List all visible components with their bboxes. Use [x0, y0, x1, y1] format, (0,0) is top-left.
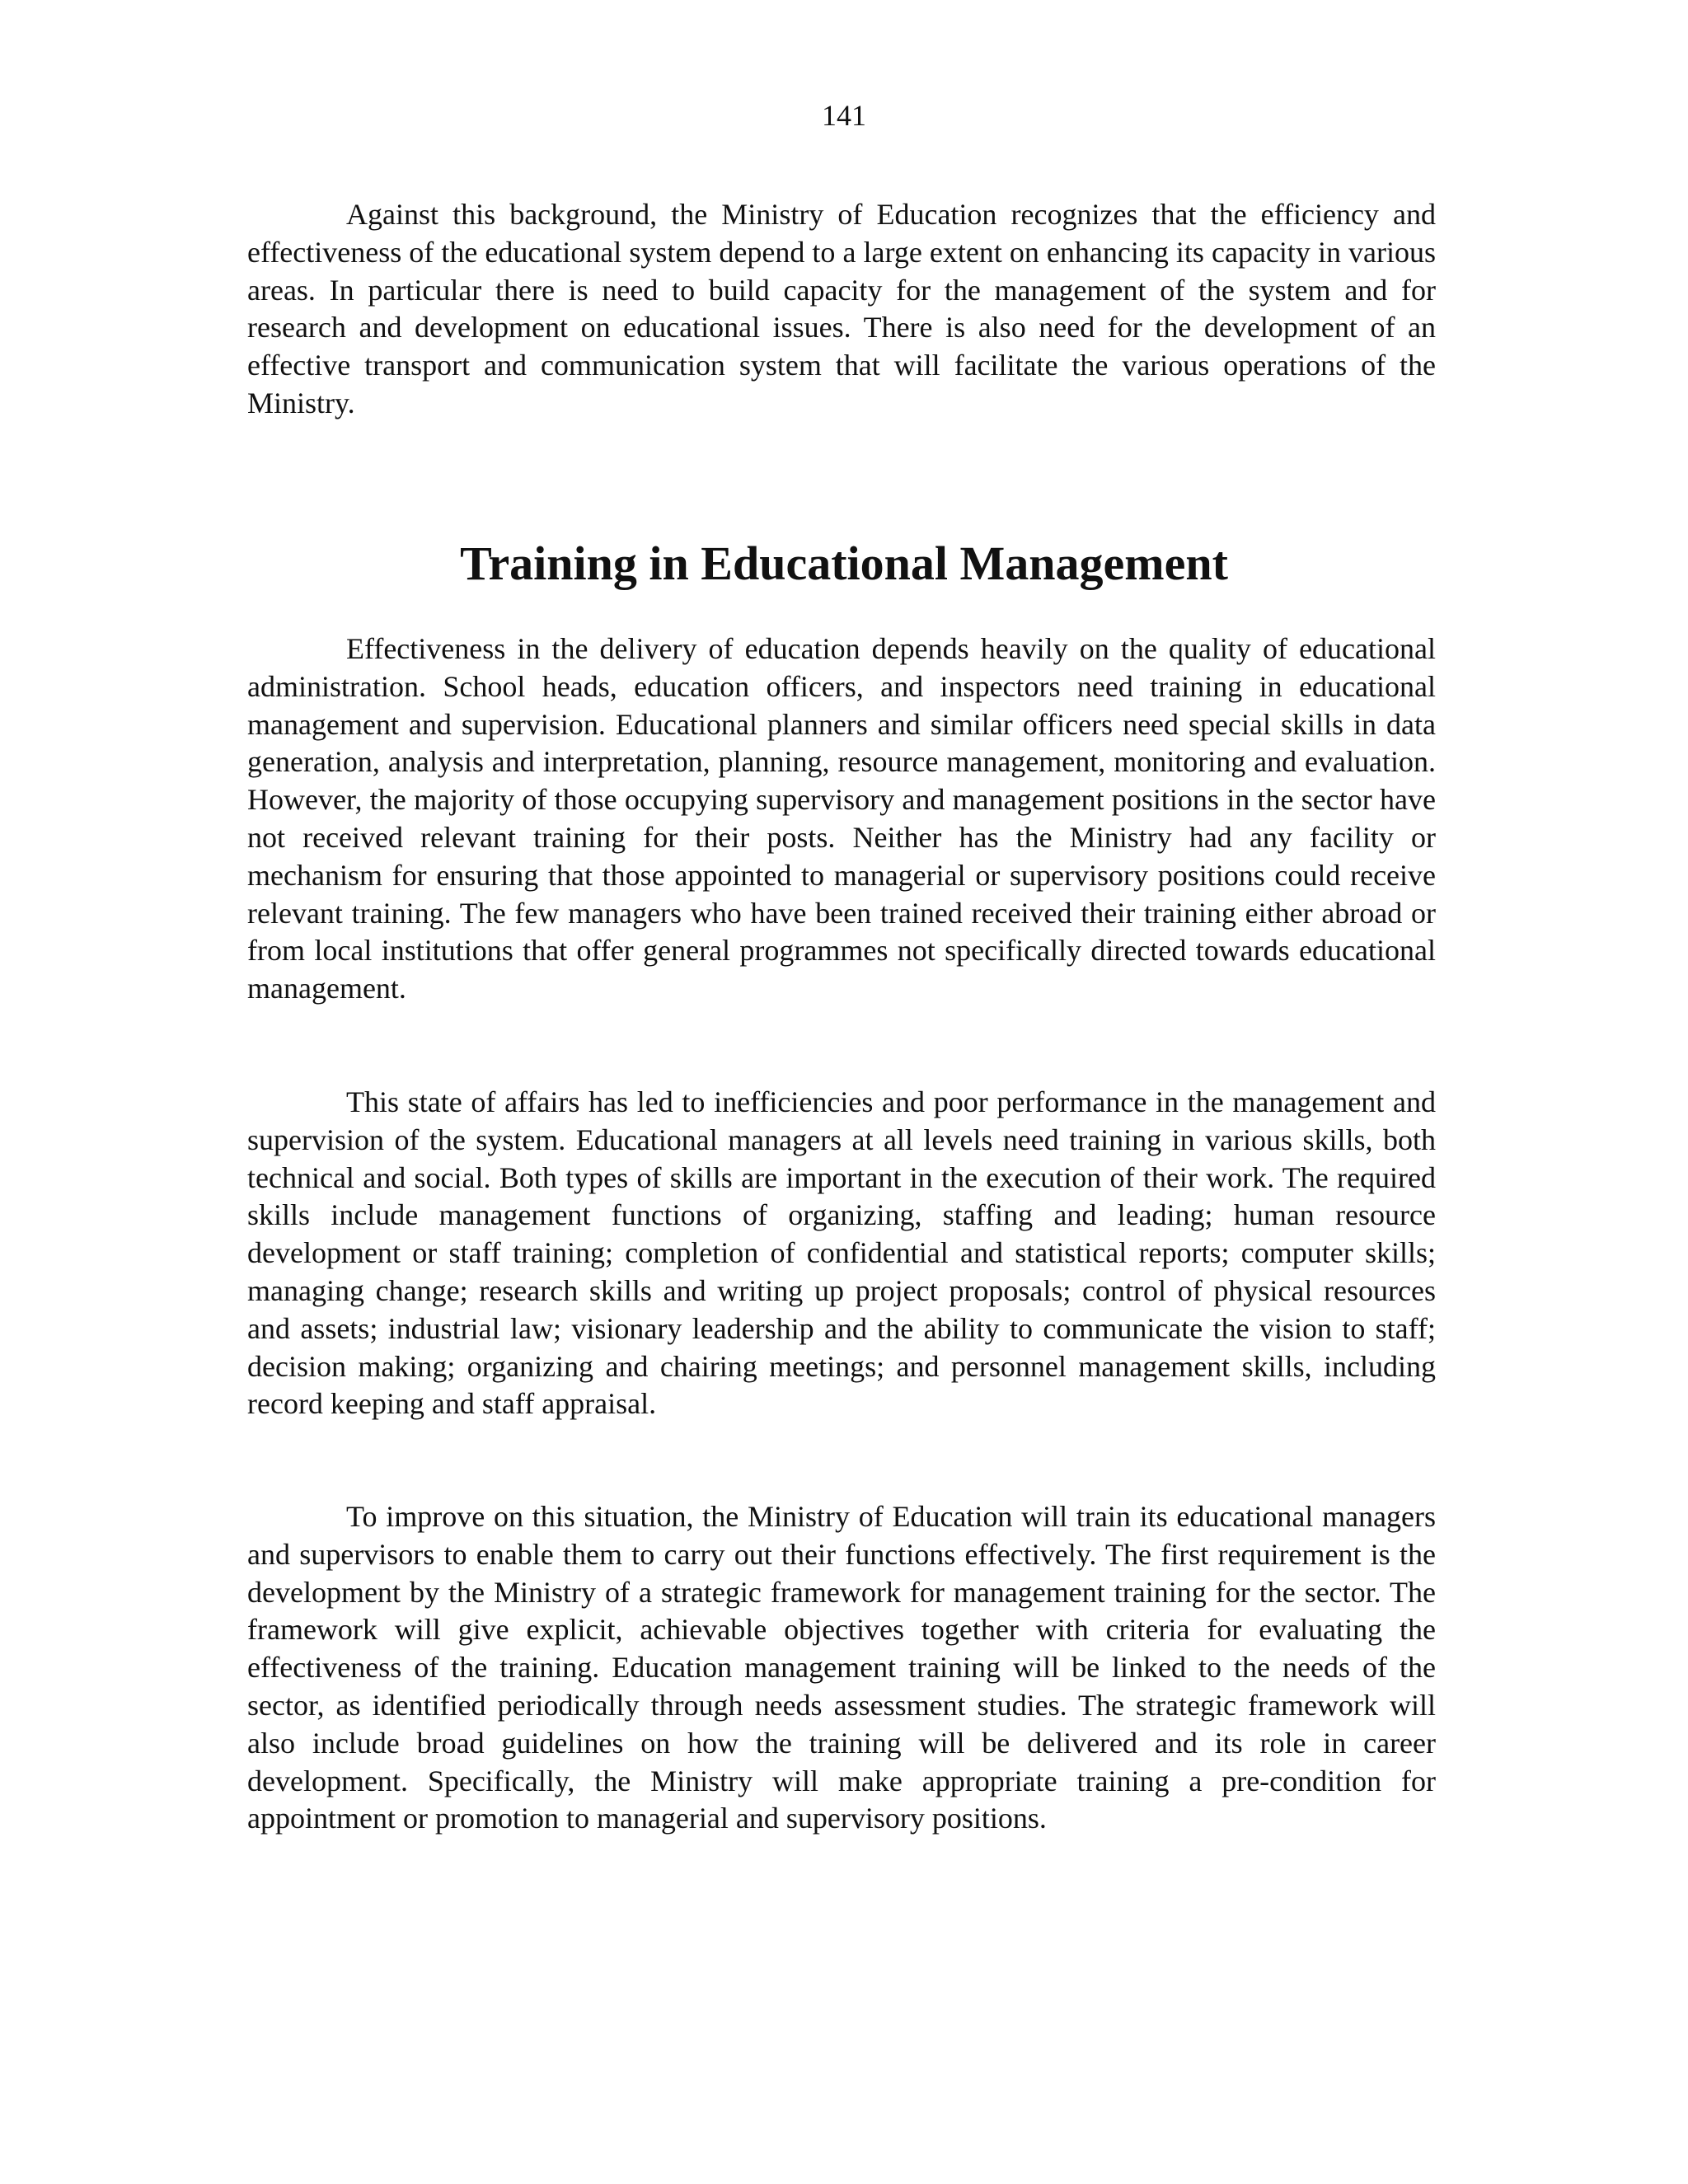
body-paragraph-3: To improve on this situation, the Ministry of Education will train its educational managers and supervisors to enable them to carry out their functions effectively. The first requirement is the development by the Ministry of a strategic framework for management training for the sector. The framework will give explicit, achievable objectives together with criteria for evaluating the effectiveness of the training. Education management training will be linked to the needs of the sector, as identified periodically through needs assessment studies. The strategic framework will also include broad guidelines on how the training will be delivered and its role in career development. Specifically, the Ministry will make appropriate training a pre-condition for appointment or promotion to managerial and supervisory positions. [247, 1500, 1436, 1835]
intro-section [247, 196, 1436, 423]
body-section-3 [247, 1498, 1436, 1838]
page-number: 141 [822, 99, 866, 132]
section-heading: Training in Educational Management [460, 537, 1228, 590]
body-paragraph-1: Effectiveness in the delivery of education depends heavily on the quality of educational administration. School heads, education officers, and inspectors need training in educational management and supervision. Educational planners and similar officers need special skills in data generation, analysis and interpretation, planning, resource management, monitoring and evaluation. However, the majority of those occupying supervisory and management positions in the sector have not received relevant training for their posts. Neither has the Ministry had any facility or mechanism for ensuring that those appointed to managerial or supervisory positions could receive relevant training. The few managers who have been trained received their training either abroad or from local institutions that offer general programmes not specifically directed towards educational management. [247, 632, 1436, 1005]
body-section-2 [247, 1084, 1436, 1423]
body-section-1 [247, 630, 1436, 1008]
intro-paragraph: Against this background, the Ministry of Education recognizes that the efficiency and effectiveness of the educational system depend to a large extent on enhancing its capacity in various areas. In particular there is need to build capacity for the management of the system and for research and development on educational issues. There is also need for the development of an effective transport and communication system that will facilitate the various operations of the Ministry. [247, 198, 1436, 419]
body-paragraph-2: This state of affairs has led to inefficiencies and poor performance in the management and supervision of the system. Educational managers at all levels need training in various skills, both technical and social. Both types of skills are important in the execution of their work. The required skills include management functions of organizing, staffing and leading; human resource development or staff training; completion of confidential and statistical reports; computer skills; managing change; research skills and writing up project proposals; control of physical resources and assets; industrial law; visionary leadership and the ability to communicate the vision to staff; decision making; organizing and chairing meetings; and personnel management skills, including record keeping and staff appraisal. [247, 1085, 1436, 1421]
